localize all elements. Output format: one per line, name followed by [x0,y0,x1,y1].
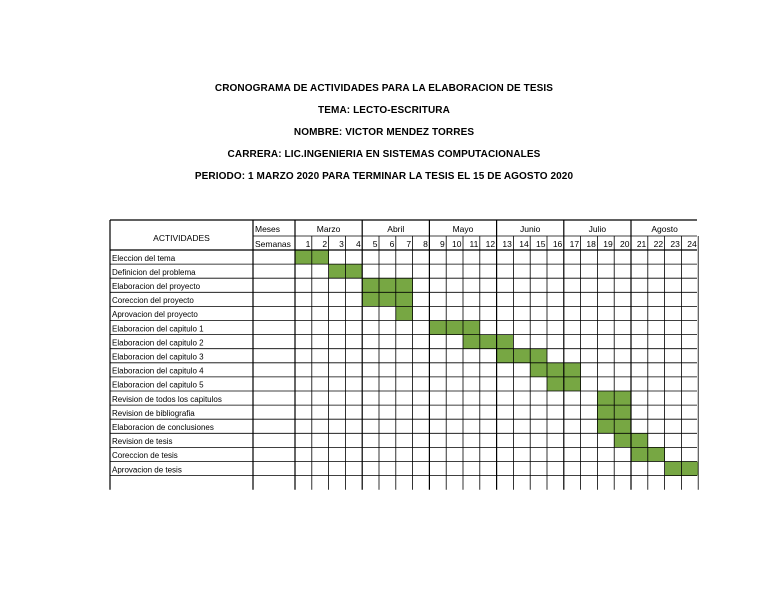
activity-name: Elaboracion de conclusiones [112,423,214,432]
schedule-bar-cell [379,292,396,306]
schedule-bar-cell [614,405,631,419]
schedule-bar-cell [497,335,514,349]
week-number: 18 [586,239,596,249]
month-label: Mayo [452,224,474,234]
week-number: 24 [687,239,697,249]
weeks-label: Semanas [255,239,291,249]
schedule-bar-cell [614,419,631,433]
schedule-bar-cell [547,377,564,391]
schedule-bar-cell [513,349,530,363]
week-number: 8 [423,239,428,249]
week-number: 20 [620,239,630,249]
week-number: 5 [372,239,378,249]
week-number: 22 [653,239,664,249]
schedule-bar-cell [379,278,396,292]
activities-header: ACTIVIDADES [153,233,210,243]
schedule-bar-cell [362,292,379,306]
schedule-bar-cell [362,278,379,292]
schedule-bar-cell [564,377,581,391]
week-number: 9 [439,239,445,249]
schedule-bar-cell [597,391,614,405]
week-number: 19 [603,239,613,249]
schedule-bar-cell [429,321,446,335]
schedule-bar-cell [396,306,413,320]
activity-name: Aprovacion del proyecto [112,310,198,320]
schedule-bar-cell [597,419,614,433]
month-label: Marzo [316,224,341,234]
months-label: Meses [255,224,281,234]
activity-name: Revision de todos los capitulos [112,394,222,404]
activity-name: Aprovacion de tesis [112,465,182,475]
week-number: 15 [536,239,546,249]
week-number: 14 [519,239,529,249]
month-label: Agosto [651,224,678,234]
week-number: 2 [322,239,328,249]
schedule-bar-cell [396,292,413,306]
week-number: 1 [305,239,311,249]
week-number: 7 [406,239,412,249]
activity-name: Coreccion del proyecto [112,296,194,306]
activity-name: Eleccion del tema [112,253,176,263]
week-number: 12 [485,239,496,249]
schedule-bar-cell [614,433,631,447]
activity-name: Revision de bibliografia [112,408,195,418]
schedule-bar-cell [295,250,312,264]
schedule-bar-cell [681,462,698,476]
document-title: CRONOGRAMA DE ACTIVIDADES PARA LA ELABORACION DE TESIS [214,83,554,94]
schedule-bar-cell [480,335,497,349]
week-number: 13 [502,239,512,249]
schedule-bar-cell [547,363,564,377]
week-number: 11 [469,239,479,249]
activity-name: Elaboracion del proyecto [112,282,201,291]
schedule-bar-cell [530,349,547,363]
activity-name: Revision de tesis [112,437,173,447]
activity-name: Definicion del problema [112,267,196,277]
month-label: Junio [520,224,541,234]
week-number: 4 [355,239,361,249]
activity-name: Elaboracion del capitulo 2 [112,338,204,348]
week-number: 17 [569,239,580,249]
week-number: 3 [339,239,344,249]
schedule-bar-cell [497,349,514,363]
week-number: 16 [552,239,563,249]
schedule-bar-cell [665,462,682,476]
schedule-bar-cell [396,278,413,292]
schedule-bar-cell [345,264,362,278]
career-line: CARRERA: LIC.INGENIERIA EN SISTEMAS COMPUTACIONALES [227,149,541,160]
activity-name: Elaboracion del capitulo 3 [112,352,204,362]
schedule-bar-cell [631,447,648,461]
schedule-bar-cell [597,405,614,419]
schedule-bar-cell [463,321,480,335]
activity-name: Elaboracion del capitulo 1 [112,324,204,334]
schedule-bar-cell [614,391,631,405]
week-number: 10 [452,239,462,249]
week-number: 23 [670,239,680,249]
period-line: PERIODO: 1 MARZO 2020 PARA TERMINAR LA TESIS EL 15 DE AGOSTO 2020 [194,171,574,182]
activity-name: Elaboracion del capitulo 5 [112,380,204,390]
month-label: Julio [588,224,607,234]
schedule-bar-cell [312,250,329,264]
schedule-bar-cell [564,363,581,377]
activity-name: Coreccion de tesis [112,451,178,461]
week-number: 21 [636,239,647,249]
schedule-bar-cell [631,433,648,447]
schedule-bar-cell [648,447,665,461]
schedule-bar-cell [329,264,346,278]
author-line: NOMBRE: VICTOR MENDEZ TORRES [293,127,475,138]
month-label: Abril [387,224,405,234]
schedule-bar-cell [530,363,547,377]
topic-line: TEMA: LECTO-ESCRITURA [318,105,450,116]
schedule-bar-cell [446,321,463,335]
activity-name: Elaboracion del capitulo 4 [112,366,204,376]
schedule-bar-cell [463,335,480,349]
week-number: 6 [389,239,395,249]
